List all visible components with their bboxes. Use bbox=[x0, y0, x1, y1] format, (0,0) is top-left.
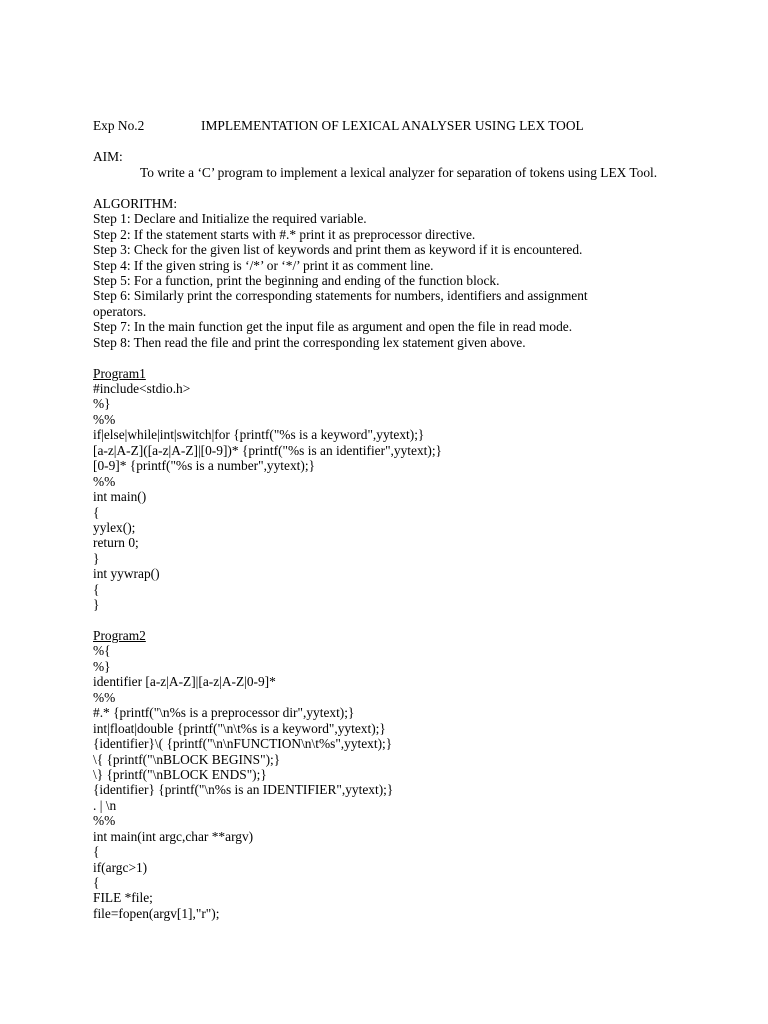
code-line: \} {printf("\nBLOCK ENDS");} bbox=[93, 766, 267, 782]
code-line: { bbox=[93, 875, 100, 891]
program1-code bbox=[93, 381, 673, 613]
code-line: #.* {printf("\n%s is a preprocessor dir",yytext);} bbox=[93, 705, 355, 721]
algorithm-step-2: Step 2: If the statement starts with #.* print it as preprocessor directive. bbox=[93, 226, 476, 242]
aim-text: To write a ‘C’ program to implement a lexical analyzer for separation of tokens using LEX Tool. bbox=[140, 164, 658, 180]
spacer bbox=[93, 613, 673, 628]
code-line: { bbox=[93, 844, 100, 860]
code-line: { bbox=[93, 581, 100, 597]
experiment-number: Exp No.2 bbox=[93, 118, 145, 133]
code-line: \{ {printf("\nBLOCK BEGINS");} bbox=[93, 751, 281, 767]
code-line: int|float|double {printf("\n\t%s is a keyword",yytext);} bbox=[93, 720, 386, 736]
code-line: . | \n bbox=[93, 797, 117, 813]
code-line: int main() bbox=[93, 489, 147, 505]
algorithm-heading: ALGORITHM: bbox=[93, 195, 178, 211]
spacer bbox=[93, 180, 673, 195]
code-line: %% bbox=[93, 813, 116, 829]
code-line: %} bbox=[93, 396, 111, 412]
experiment-title: IMPLEMENTATION OF LEXICAL ANALYSER USING LEX TOOL bbox=[201, 118, 584, 133]
algorithm-step-5: Step 5: For a function, print the beginning and ending of the function block. bbox=[93, 272, 500, 288]
spacer bbox=[93, 134, 673, 149]
code-line: #include<stdio.h> bbox=[93, 381, 191, 397]
code-line: FILE *file; bbox=[93, 890, 153, 906]
code-line: } bbox=[93, 597, 100, 613]
document-content bbox=[93, 117, 673, 921]
aim-heading: AIM: bbox=[93, 149, 123, 165]
code-line: int main(int argc,char **argv) bbox=[93, 828, 254, 844]
code-line: %% bbox=[93, 689, 116, 705]
algorithm-step-7: Step 7: In the main function get the input file as argument and open the file in read mode. bbox=[93, 319, 573, 335]
code-line: [a-z|A-Z]([a-z|A-Z]|[0-9])* {printf("%s is an identifier",yytext);} bbox=[93, 442, 442, 458]
code-line: [0-9]* {printf("%s is a number",yytext);} bbox=[93, 458, 315, 474]
spacer bbox=[93, 350, 673, 365]
code-line: %} bbox=[93, 658, 111, 674]
code-line: if|else|while|int|switch|for {printf("%s is a keyword",yytext);} bbox=[93, 427, 425, 443]
code-line: {identifier}\( {printf("\n\nFUNCTION\n\t%s",yytext);} bbox=[93, 736, 393, 752]
header-row bbox=[93, 117, 673, 134]
code-line: {identifier} {printf("\n%s is an IDENTIFIER",yytext);} bbox=[93, 782, 394, 798]
program2-code bbox=[93, 643, 673, 921]
code-line: %% bbox=[93, 473, 116, 489]
code-line: int yywrap() bbox=[93, 566, 160, 582]
algorithm-step-8: Step 8: Then read the file and print the corresponding lex statement given above. bbox=[93, 334, 526, 350]
code-line: file=fopen(argv[1],"r"); bbox=[93, 905, 220, 921]
program1-heading: Program1 bbox=[93, 365, 146, 381]
algorithm-step-4: Step 4: If the given string is ‘/*’ or ‘*/’ print it as comment line. bbox=[93, 257, 434, 273]
code-line: if(argc>1) bbox=[93, 859, 148, 875]
code-line: %% bbox=[93, 411, 116, 427]
program2-heading: Program2 bbox=[93, 628, 146, 644]
code-line: identifier [a-z|A-Z]|[a-z|A-Z|0-9]* bbox=[93, 674, 276, 690]
code-line: { bbox=[93, 504, 100, 520]
code-line: } bbox=[93, 550, 100, 566]
algorithm-step-3: Step 3: Check for the given list of keywords and print them as keyword if it is encountered. bbox=[93, 242, 583, 258]
code-line: %{ bbox=[93, 643, 111, 659]
code-line: yylex(); bbox=[93, 519, 136, 535]
algorithm-step-6: Step 6: Similarly print the corresponding statements for numbers, identifiers and assignment operators. bbox=[93, 288, 588, 319]
algorithm-step-1: Step 1: Declare and Initialize the required variable. bbox=[93, 211, 367, 227]
code-line: return 0; bbox=[93, 535, 139, 551]
